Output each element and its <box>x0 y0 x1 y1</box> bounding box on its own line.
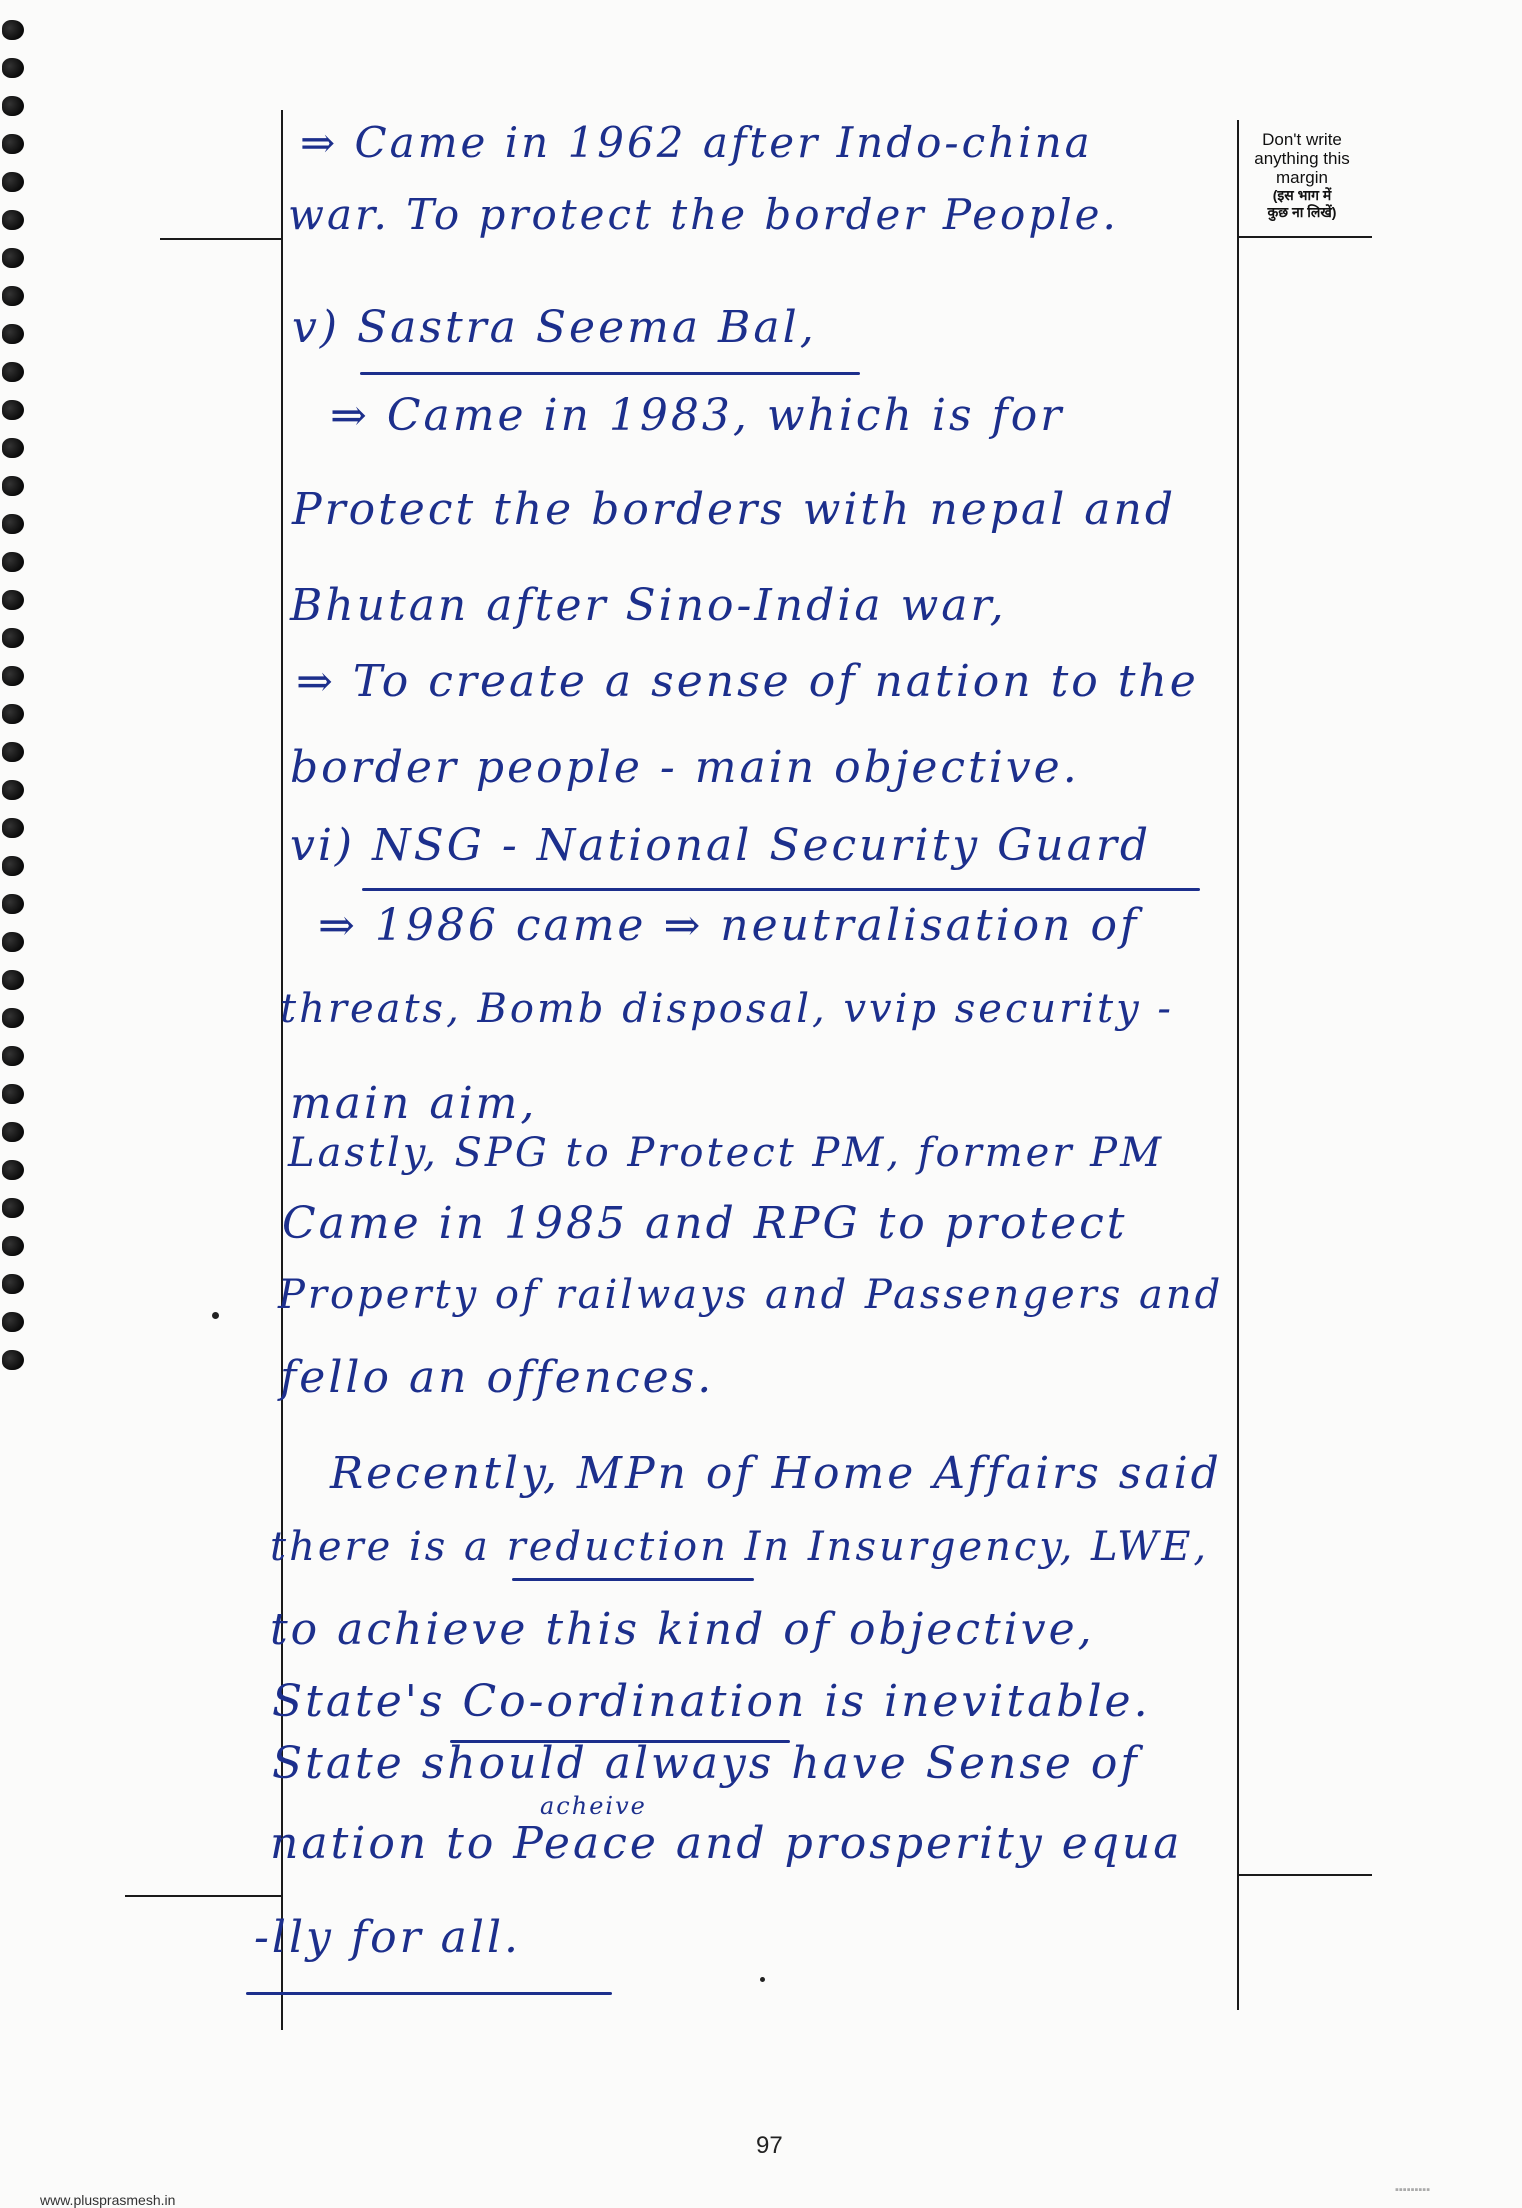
spiral-hole <box>2 134 24 154</box>
spiral-hole <box>2 970 24 990</box>
handwritten-line-22: nation to Peace and prosperity equa <box>270 1818 1183 1869</box>
right-margin-rule <box>1237 120 1239 2010</box>
underline-nsg <box>362 888 1200 891</box>
handwritten-line-2: war. To protect the border People. <box>288 190 1119 239</box>
handwritten-line-17: Recently, MPn of Home Affairs said <box>330 1448 1222 1499</box>
spiral-hole <box>2 552 24 572</box>
spiral-hole <box>2 400 24 420</box>
handwritten-line-6: Bhutan after Sino-India war, <box>290 580 1007 631</box>
spiral-hole <box>2 1008 24 1028</box>
spiral-hole <box>2 1084 24 1104</box>
spiral-hole <box>2 1046 24 1066</box>
spiral-hole <box>2 704 24 724</box>
spiral-hole <box>2 438 24 458</box>
spiral-hole <box>2 1274 24 1294</box>
spiral-hole <box>2 932 24 952</box>
handwritten-line-19: to achieve this kind of objective, <box>270 1604 1095 1655</box>
page-number: 97 <box>756 2132 783 2159</box>
spiral-hole <box>2 210 24 230</box>
spiral-hole <box>2 856 24 876</box>
handwritten-line-23: -lly for all. <box>254 1912 522 1963</box>
stray-dot-bottom <box>760 1977 765 1982</box>
spiral-hole <box>2 514 24 534</box>
spiral-hole <box>2 1122 24 1142</box>
margin-note-line-1: Don't write <box>1262 130 1342 149</box>
handwritten-line-4: ⇒ Came in 1983, which is for <box>330 390 1065 441</box>
spiral-hole <box>2 1350 24 1370</box>
spiral-hole <box>2 96 24 116</box>
handwritten-line-10: ⇒ 1986 came ⇒ neutralisation of <box>318 900 1140 951</box>
bottom-right-tick <box>1238 1874 1372 1876</box>
margin-note-hindi-2: कुछ ना लिखें) <box>1267 204 1337 220</box>
margin-instruction <box>1247 130 1357 221</box>
spiral-hole <box>2 742 24 762</box>
handwritten-line-5: Protect the borders with nepal and <box>292 484 1177 535</box>
spiral-binding <box>0 0 40 2200</box>
handwritten-line-13: Lastly, SPG to Protect PM, former PM <box>288 1130 1165 1176</box>
spiral-hole <box>2 1236 24 1256</box>
handwritten-line-7: ⇒ To create a sense of nation to the <box>296 656 1199 707</box>
handwritten-line-21: State should always have Sense of <box>272 1738 1140 1789</box>
spiral-hole <box>2 1312 24 1332</box>
spiral-hole <box>2 894 24 914</box>
handwritten-line-1: ⇒ Came in 1962 after Indo-china <box>300 118 1093 167</box>
spiral-hole <box>2 20 24 40</box>
spiral-hole <box>2 1160 24 1180</box>
handwritten-line-12: main aim, <box>290 1078 538 1129</box>
handwritten-line-16: fello an offences. <box>280 1352 715 1403</box>
margin-note-hindi-1: (इस भाग में <box>1272 187 1332 203</box>
handwritten-line-20: State's Co-ordination is inevitable. <box>272 1676 1151 1727</box>
spiral-hole <box>2 286 24 306</box>
spiral-hole <box>2 58 24 78</box>
spiral-hole <box>2 628 24 648</box>
stray-dot-left <box>212 1312 219 1319</box>
handwritten-line-11: threats, Bomb disposal, vvip security - <box>280 986 1174 1032</box>
spiral-hole <box>2 1198 24 1218</box>
bottom-left-tick <box>125 1895 282 1897</box>
top-right-tick <box>1238 236 1372 238</box>
handwritten-line-14: Came in 1985 and RPG to protect <box>282 1198 1128 1249</box>
spiral-hole <box>2 590 24 610</box>
margin-note-line-3: margin <box>1276 168 1328 187</box>
margin-note-line-2: anything this <box>1254 149 1350 168</box>
spiral-hole <box>2 324 24 344</box>
handwritten-line-8: border people - main objective. <box>290 742 1080 793</box>
handwritten-line-15: Property of railways and Passengers and <box>278 1272 1224 1318</box>
spiral-hole <box>2 248 24 268</box>
top-left-tick <box>160 238 282 240</box>
handwritten-line-18: there is a reduction In Insurgency, LWE, <box>270 1524 1210 1570</box>
footer-right-mark: ▪▪▪▪▪▪▪▪▪ <box>1395 2184 1431 2196</box>
underline-reduction <box>512 1578 754 1581</box>
underline-sastra-seema-bal <box>360 372 860 375</box>
spiral-hole <box>2 780 24 800</box>
spiral-hole <box>2 818 24 838</box>
spiral-hole <box>2 362 24 382</box>
spiral-hole <box>2 666 24 686</box>
spiral-hole <box>2 476 24 496</box>
handwritten-line-3: v) Sastra Seema Bal, <box>292 302 817 353</box>
spiral-hole <box>2 172 24 192</box>
underline-closing <box>246 1992 612 1995</box>
handwritten-line-9: vi) NSG - National Security Guard <box>290 820 1152 871</box>
inserted-word: acheive <box>540 1792 647 1820</box>
footer-website: www.plusprasmesh.in <box>40 2192 176 2208</box>
